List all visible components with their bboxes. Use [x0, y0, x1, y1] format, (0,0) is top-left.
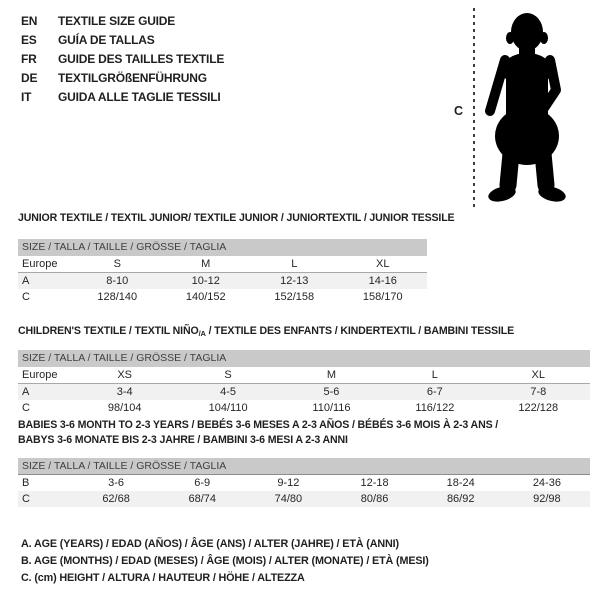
size-cell: 62/68 — [102, 493, 130, 505]
size-cell: 14-16 — [368, 275, 397, 287]
size-cell: 18-24 — [446, 477, 475, 489]
table-title-part: JUNIOR TEXTILE / TEXTIL JUNIOR/ TEXTILE JUNIOR / JUNIORTEXTIL / JUNIOR TESSILE — [18, 212, 455, 224]
size-cell: 110/116 — [312, 402, 351, 414]
size-cell: XL — [487, 367, 590, 384]
table-title — [18, 211, 454, 225]
size-table — [18, 256, 427, 305]
size-cell: L — [250, 256, 339, 273]
measurement-label-c: C — [454, 104, 464, 118]
size-cell: 98/104 — [107, 402, 142, 414]
size-cell: 92/98 — [533, 493, 561, 505]
language-row — [21, 50, 224, 69]
language-list — [21, 12, 224, 107]
language-code: IT — [21, 90, 32, 104]
table-row — [18, 256, 427, 273]
size-cell: 10-12 — [191, 275, 220, 287]
table-row — [18, 475, 590, 491]
toddler-silhouette — [482, 8, 572, 208]
language-code: DE — [21, 71, 38, 85]
size-cell: 3-6 — [108, 477, 125, 489]
table-title — [18, 418, 590, 448]
size-cell: 3-4 — [116, 386, 133, 398]
size-cell: 8-10 — [106, 275, 129, 287]
size-cell: 122/128 — [518, 402, 559, 414]
babies-textile-section — [18, 418, 590, 507]
size-cell: M — [162, 256, 251, 273]
guide-title: GUIDA ALLE TAGLIE TESSILI — [58, 90, 221, 104]
size-cell: 128/140 — [97, 291, 138, 303]
row-label: A — [22, 386, 30, 398]
row-label: C — [22, 291, 30, 303]
size-cell: 24-36 — [532, 477, 561, 489]
size-cell: 140/152 — [185, 291, 226, 303]
size-cell: XS — [73, 367, 176, 384]
guide-title: GUIDE DES TAILLES TEXTILE — [58, 52, 225, 66]
row-label: Europe — [18, 367, 73, 384]
children-textile-section — [18, 324, 590, 416]
language-code: FR — [21, 52, 37, 66]
size-cell: 152/158 — [274, 291, 315, 303]
size-header-bar: SIZE / TALLA / TAILLE / GRÖSSE / TAGLIA — [18, 239, 427, 256]
legend-notes — [21, 536, 429, 587]
table-title-part: CHILDREN'S TEXTILE / TEXTIL NIÑO — [18, 325, 199, 337]
table-row — [18, 400, 590, 416]
size-header-bar: SIZE / TALLA / TAILLE / GRÖSSE / TAGLIA — [18, 458, 590, 475]
guide-title: TEXTILE SIZE GUIDE — [58, 14, 176, 28]
size-cell: 74/80 — [274, 493, 303, 505]
size-cell: 7-8 — [530, 386, 547, 398]
language-row — [21, 69, 224, 88]
language-row — [21, 88, 224, 107]
table-title-part: BABIES 3-6 MONTH TO 2-3 YEARS / BEBÉS 3-6 MESES A 2-3 AÑOS / BÉBÉS 3-6 MOIS À 2-3 ANS / — [18, 419, 499, 431]
size-table — [18, 475, 590, 507]
size-cell: 4-5 — [220, 386, 237, 398]
language-row — [21, 12, 224, 31]
row-label: C — [22, 493, 30, 505]
size-cell: 9-12 — [277, 477, 300, 489]
table-row — [18, 491, 590, 507]
size-table — [18, 367, 590, 416]
row-label: C — [22, 402, 30, 414]
table-row — [18, 289, 427, 305]
size-cell: S — [176, 367, 279, 384]
table-title-part: BABYS 3-6 MONATE BIS 2-3 JAHRE / BAMBINI 3-6 MESI A 2-3 ANNI — [18, 434, 348, 446]
size-cell: 116/122 — [415, 402, 455, 414]
size-cell: 5-6 — [323, 386, 340, 398]
note-line: A. AGE (YEARS) / EDAD (AÑOS) / ÂGE (ANS) / ALTER (JAHRE) / ETÀ (ANNI) — [21, 538, 399, 550]
size-cell: L — [383, 367, 486, 384]
guide-title: TEXTILGRÖßENFÜHRUNG — [58, 71, 207, 85]
language-code: EN — [21, 14, 38, 28]
size-cell: 6-9 — [194, 477, 211, 489]
size-cell: 12-13 — [280, 275, 309, 287]
guide-title: GUÍA DE TALLAS — [58, 33, 155, 47]
size-cell: 68/74 — [188, 493, 216, 505]
size-header-bar: SIZE / TALLA / TAILLE / GRÖSSE / TAGLIA — [18, 350, 590, 367]
table-title-part: /A — [198, 329, 206, 338]
table-row — [18, 384, 590, 401]
language-code: ES — [21, 33, 37, 47]
size-cell: S — [73, 256, 162, 273]
size-cell: 80/86 — [360, 493, 389, 505]
junior-textile-section — [18, 211, 454, 305]
table-row — [18, 273, 427, 290]
row-label: A — [22, 275, 30, 287]
size-cell: M — [280, 367, 383, 384]
table-row — [18, 367, 590, 384]
language-row — [21, 31, 224, 50]
size-cell: 86/92 — [446, 493, 475, 505]
row-label: B — [22, 477, 30, 489]
size-cell: XL — [339, 256, 428, 273]
note-line: B. AGE (MONTHS) / EDAD (MESES) / ÂGE (MOIS) / ALTER (MONATE) / ETÀ (MESI) — [21, 555, 429, 567]
note-line: C. (cm) HEIGHT / ALTURA / HAUTEUR / HÖHE / ALTEZZA — [21, 572, 305, 584]
table-title-part: / TEXTILE DES ENFANTS / KINDERTEXTIL / BAMBINI TESSILE — [205, 325, 514, 337]
height-measure-dotted-line — [473, 8, 475, 207]
size-cell: 6-7 — [426, 386, 443, 398]
size-cell: 104/110 — [208, 402, 248, 414]
size-cell: 158/170 — [362, 291, 403, 303]
table-title — [18, 324, 590, 341]
row-label: Europe — [18, 256, 73, 273]
size-cell: 12-18 — [360, 477, 389, 489]
